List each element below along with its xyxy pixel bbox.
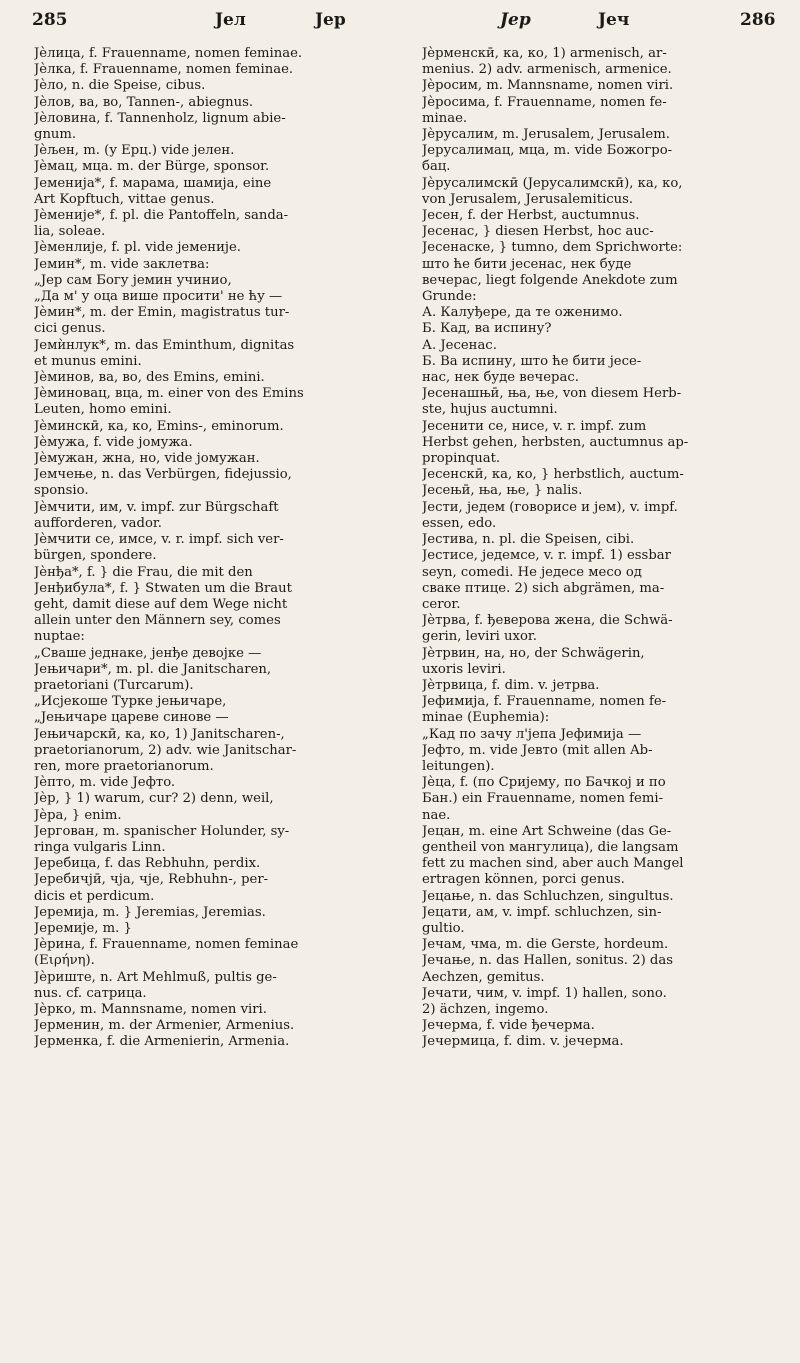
- dictionary-line: Јѐросима, f. Frauenname, nomen fe-: [422, 94, 667, 110]
- dictionary-line: Јесенити се, нисе, v. r. impf. zum: [422, 418, 647, 434]
- dictionary-line: propinquat.: [422, 451, 501, 467]
- dictionary-line: menius. 2) adv. armenisch, armenice.: [422, 62, 672, 78]
- dictionary-line: geht, damit diese auf dem Wege nicht: [34, 596, 288, 612]
- dictionary-line: ste, hujus auctumni.: [422, 402, 558, 418]
- right-guide-word-1: Јер: [500, 10, 531, 30]
- dictionary-line: Јецање, n. das Schluchzen, singultus.: [422, 888, 674, 904]
- left-guide-word-1: Јел: [215, 10, 246, 30]
- dictionary-line: uxoris leviri.: [422, 661, 506, 677]
- dictionary-line: leitungen).: [422, 758, 495, 774]
- dictionary-line: minae.: [422, 110, 468, 126]
- dictionary-line: Јесенскӣ, ка, ко, } herbstlich, auctum-: [422, 467, 684, 483]
- dictionary-line: Јѐтрвин, на, но, der Schwägerin,: [422, 645, 645, 661]
- dictionary-line: Јемин*, m. vide заклетва:: [34, 256, 210, 272]
- dictionary-line: Јемѝнлук*, m. das Eminthum, dignitas: [34, 337, 295, 353]
- dictionary-line: Јѐца, f. (по Сријему, по Бачкој и по: [422, 775, 666, 791]
- dictionary-line: Јерменка, f. die Armenierin, Armenia.: [34, 1034, 290, 1050]
- dictionary-line: Јењичарскӣ, ка, ко, 1) Janitscharen-,: [34, 726, 285, 742]
- dictionary-line: aufforderen, vador.: [34, 515, 162, 531]
- dictionary-line: nus. cf. сатрица.: [34, 985, 147, 1001]
- dictionary-line: „Јер сам Богу јемин учинио,: [34, 272, 232, 288]
- dictionary-line: sponsio.: [34, 483, 89, 499]
- dictionary-line: ceror.: [422, 596, 461, 612]
- left-page-number: 285: [32, 10, 68, 30]
- dictionary-line: Grunde:: [422, 289, 477, 305]
- dictionary-line: Јѐменлије, f. pl. vide јеменије.: [34, 240, 241, 256]
- dictionary-line: essen, edo.: [422, 515, 497, 531]
- dictionary-line: Јесенас, } diesen Herbst, hoc auc-: [422, 224, 654, 240]
- dictionary-line: Јѐмин*, m. der Emin, magistratus tur-: [34, 305, 290, 321]
- dictionary-line: А. Калуђере, да те оженимо.: [422, 305, 623, 321]
- dictionary-line: вечерас, liegt folgende Anekdote zum: [422, 272, 678, 288]
- dictionary-line: „Кад по зачу л'јепа Јефимија —: [422, 726, 642, 742]
- dictionary-line: Јѐминов, ва, во, des Emins, emini.: [34, 370, 265, 386]
- dictionary-line: Јѐљен, m. (у Ерц.) vide јелен.: [34, 143, 235, 159]
- dictionary-line: gultio.: [422, 920, 465, 936]
- dictionary-line: Јестива, n. pl. die Speisen, cibi.: [422, 532, 635, 548]
- dictionary-line: Јефимија, f. Frauenname, nomen fe-: [422, 694, 667, 710]
- dictionary-line: Јемчење, n. das Verbürgen, fidejussio,: [34, 467, 292, 483]
- dictionary-line: Јѐмчити, им, v. impf. zur Bürgschaft: [34, 499, 279, 515]
- dictionary-line: ertragen können, porci genus.: [422, 872, 625, 888]
- dictionary-line: Јѐлов, ва, во, Tannen-, abiegnus.: [34, 94, 254, 110]
- dictionary-line: Јестисе, једемсе, v. r. impf. 1) essbar: [422, 548, 671, 564]
- dictionary-line: Јѐпто, m. vide Јефтo.: [34, 775, 176, 791]
- dictionary-line: Јѐло, n. die Speise, cibus.: [34, 78, 206, 94]
- dictionary-line: бац.: [422, 159, 451, 175]
- dictionary-line: lia, soleae.: [34, 224, 106, 240]
- dictionary-line: Јѐтрва, f. ђеверова жена, die Schwä-: [422, 613, 673, 629]
- dictionary-line: minae (Euphemia):: [422, 710, 550, 726]
- dictionary-line: Јецан, m. eine Art Schweine (das Ge-: [422, 823, 672, 839]
- dictionary-line: Јењичари*, m. pl. die Janitscharen,: [34, 661, 272, 677]
- dictionary-line: Јечермица, f. dim. v. јечерма.: [422, 1034, 624, 1050]
- dictionary-line: nae.: [422, 807, 451, 823]
- dictionary-line: ren, more praetorianorum.: [34, 758, 214, 774]
- dictionary-line: Јѐнђа*, f. } die Frau, die mit den: [34, 564, 253, 580]
- left-column: [34, 46, 406, 1051]
- dictionary-line: сваке птице. 2) sich abgrämen, ma-: [422, 580, 665, 596]
- dictionary-line: Јечерма, f. vide ђечерма.: [422, 1018, 595, 1034]
- dictionary-line: што ће бити јесенас, нек буде: [422, 256, 632, 272]
- dictionary-line: Јѐмужан, жна, но, vide јомужан.: [34, 451, 260, 467]
- dictionary-line: Јести, једем (говорисе и јем), v. impf.: [422, 499, 678, 515]
- dictionary-line: Јѐрко, m. Mannsname, nomen viri.: [34, 1001, 267, 1017]
- dictionary-line: Јѐрменскӣ, ка, ко, 1) armenisch, ar-: [422, 46, 667, 61]
- dictionary-line: gentheil von мангулица), die langsam: [422, 839, 679, 855]
- dictionary-line: Јеремија, m. } Jeremias, Jeremias.: [34, 904, 266, 920]
- dictionary-line: praetoriani (Turcarum).: [34, 677, 194, 693]
- dictionary-line: Јѐра, } enim.: [34, 807, 122, 823]
- dictionary-line: allein unter den Männern sey, comes: [34, 613, 281, 629]
- dictionary-line: Јецати, ам, v. impf. schluchzen, sin-: [422, 904, 662, 920]
- dictionary-line: Јѐмужа, f. vide јомужа.: [34, 434, 193, 450]
- dictionary-line: Јеребица, f. das Rebhuhn, perdix.: [34, 856, 261, 872]
- dictionary-line: Јѐминовац, вца, m. einer von des Emins: [34, 386, 304, 402]
- dictionary-line: Јѐросим, m. Mannsname, nomen viri.: [422, 78, 674, 94]
- dictionary-line: Јѐриште, n. Art Mehlmuß, pultis ge-: [34, 969, 277, 985]
- dictionary-line: Јеребичјӣ, чја, чје, Rebhuhn-, per-: [34, 872, 269, 888]
- dictionary-line: Aechzen, gemitus.: [422, 969, 545, 985]
- dictionary-line: Јесен, f. der Herbst, auctumnus.: [422, 208, 640, 224]
- dictionary-line: Јѐменије*, f. pl. die Pantoffeln, sanda-: [34, 208, 289, 224]
- dictionary-line: Art Kopftuch, vittae genus.: [34, 191, 215, 207]
- dictionary-line: Јесењӣ, ња, ње, } nalis.: [422, 483, 583, 499]
- dictionary-line: Јѐтрвица, f. dim. v. јетрва.: [422, 677, 600, 693]
- dictionary-line: Јѐлица, f. Frauenname, nomen feminae.: [34, 46, 303, 61]
- dictionary-line: dicis et perdicum.: [34, 888, 155, 904]
- dictionary-line: Јѐловина, f. Tannenholz, lignum abie-: [34, 110, 286, 126]
- dictionary-line: Јѐрусалим, m. Jerusalem, Jerusalem.: [422, 127, 670, 143]
- dictionary-line: Јесенашњӣ, ња, ње, von diesem Herb-: [422, 386, 682, 402]
- dictionary-line: А. Јесенас.: [422, 337, 497, 353]
- dictionary-line: et munus emini.: [34, 353, 142, 369]
- dictionary-line: Јечање, n. das Hallen, sonitus. 2) das: [422, 953, 673, 969]
- dictionary-line: Јерусалимац, мца, m. vide Божогро-: [422, 143, 673, 159]
- dictionary-line: Јѐмчити се, имсе, v. r. impf. sich ver-: [34, 532, 284, 548]
- right-column: [422, 46, 794, 1051]
- dictionary-line: Б. Ва испину, што ће бити јесе-: [422, 353, 642, 369]
- dictionary-line: „Да м' у оца више просити' не ћу —: [34, 289, 283, 305]
- dictionary-line: gerin, leviri uxor.: [422, 629, 537, 645]
- right-guide-word-2: Јеч: [598, 10, 630, 30]
- left-guide-word-2: Јер: [315, 10, 346, 30]
- dictionary-line: Јѐминскӣ, ка, ко, Emins-, eminorum.: [34, 418, 284, 434]
- dictionary-line: „Јењичаре цареве синове —: [34, 710, 229, 726]
- dictionary-line: „Сваше једнаке, јенђе девојке —: [34, 645, 262, 661]
- dictionary-line: Јѐр, } 1) warum, cur? 2) denn, weil,: [34, 791, 274, 807]
- dictionary-line: nuptae:: [34, 629, 85, 645]
- dictionary-line: Јенђибула*, f. } Stwaten um die Braut: [34, 580, 292, 596]
- dictionary-line: Leuten, homo emini.: [34, 402, 172, 418]
- dictionary-line: Јечати, чим, v. impf. 1) hallen, sono.: [422, 985, 667, 1001]
- dictionary-line: Herbst gehen, herbsten, auctumnus ap-: [422, 434, 689, 450]
- dictionary-line: нас, нек буде вечерас.: [422, 370, 579, 386]
- dictionary-line: 2) ächzen, ingemo.: [422, 1001, 549, 1017]
- dictionary-line: seyn, comedi. Не једесе месо од: [422, 564, 642, 580]
- dictionary-line: Јѐрина, f. Frauenname, nomen feminae: [34, 937, 299, 953]
- dictionary-line: Јѐрусалимскӣ (Јерусалимскӣ), ка, ко,: [422, 175, 683, 191]
- dictionary-line: Јергован, m. spanischer Holunder, sy-: [34, 823, 290, 839]
- dictionary-line: (Ειρήνη).: [34, 953, 95, 969]
- dictionary-line: Јефто, m. vide Јевто (mit allen Ab-: [422, 742, 653, 758]
- dictionary-line: Јеменија*, f. марама, шамија, eine: [34, 175, 272, 191]
- dictionary-line: fett zu machen sind, aber auch Mangel: [422, 856, 684, 872]
- page-header: [0, 4, 800, 44]
- right-page-number: 286: [740, 10, 776, 30]
- dictionary-line: Бан.) ein Frauenname, nomen femi-: [422, 791, 664, 807]
- dictionary-line: Јеремије, m. }: [34, 920, 132, 936]
- dictionary-line: ringa vulgaris Linn.: [34, 839, 166, 855]
- dictionary-line: von Jerusalem, Jerusalemiticus.: [422, 191, 634, 207]
- dictionary-line: Јѐмац, мца. m. der Bürge, sponsor.: [34, 159, 270, 175]
- dictionary-line: praetorianorum, 2) adv. wie Janitschar-: [34, 742, 297, 758]
- dictionary-line: Јечам, чма, m. die Gerste, hordeum.: [422, 937, 669, 953]
- dictionary-line: Јерменин, m. der Armenier, Armenius.: [34, 1018, 295, 1034]
- dictionary-line: Б. Кад, ва испину?: [422, 321, 552, 337]
- dictionary-line: cici genus.: [34, 321, 106, 337]
- dictionary-line: „Исјекоше Турке јењичаре,: [34, 694, 227, 710]
- dictionary-line: Јѐлка, f. Frauenname, nomen feminae.: [34, 62, 294, 78]
- dictionary-line: bürgen, spondere.: [34, 548, 157, 564]
- dictionary-line: Јесенаске, } tumno, dem Sprichworte:: [422, 240, 683, 256]
- dictionary-line: gnum.: [34, 127, 77, 143]
